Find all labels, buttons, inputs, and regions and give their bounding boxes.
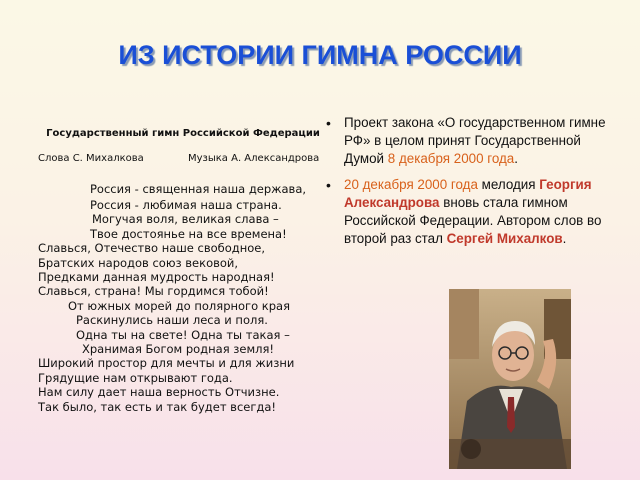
- fact-melody-restored: [326, 176, 606, 248]
- page-title: ИЗ ИСТОРИИ ГИМНА РОССИИ: [118, 40, 522, 70]
- verse-line: Россия - любимая наша страна.: [90, 198, 282, 212]
- verse-line: Грядущие нам открывают года.: [38, 370, 233, 385]
- verse-line: Славься, страна! Мы гордимся тобой!: [38, 284, 269, 299]
- verse-line: Братских народов союз вековой,: [38, 255, 239, 270]
- verse-line: Славься, Отечество наше свободное,: [38, 241, 266, 256]
- verse-line: Нам силу дает наша верность Отчизне.: [38, 385, 280, 400]
- words-credit: Слова С. Михалкова: [38, 153, 144, 164]
- verse-line: Хранимая Богом родная земля!: [82, 342, 275, 357]
- facts-block: [326, 114, 606, 256]
- verse-line: Раскинулись наши леса и поля.: [76, 313, 268, 328]
- fact-punct: .: [514, 151, 518, 166]
- fact-law-adopted: [326, 114, 606, 168]
- fact-text: Проект закона «О государственном гимне РФ» в целом принят Государственной Думой: [344, 115, 606, 166]
- fact-date: 8 декабря 2000 года: [387, 151, 515, 166]
- verse-line: Широкий простор для мечты и для жизни: [38, 356, 295, 371]
- anthem-credits: [38, 153, 328, 175]
- verse-line: Так было, так есть и так будет всегда!: [38, 399, 277, 414]
- verse-line: Могучая воля, великая слава –: [92, 212, 279, 227]
- music-credit: Музыка А. Александрова: [188, 153, 320, 164]
- verse-line: Предками данная мудрость народная!: [38, 270, 275, 285]
- anthem-heading: Государственный гимн Российской Федерации: [46, 128, 320, 139]
- fact-punct: .: [562, 231, 567, 246]
- verse-line: Твое достоянье на все времена!: [90, 226, 287, 241]
- verse-line: Одна ты на свете! Одна ты такая –: [76, 327, 290, 342]
- fact-date: 20 декабря 2000 года: [344, 177, 478, 192]
- verse-line: От южных морей до полярного края: [68, 298, 290, 313]
- fact-text: мелодия: [477, 177, 540, 192]
- author-name: Сергей Михалков: [446, 231, 563, 246]
- anthem-text-block: [38, 128, 328, 414]
- composer-name: Георгия Александрова: [344, 177, 592, 210]
- verse-line: Россия - священная наша держава,: [89, 182, 307, 196]
- fact-text: вновь стала гимном Российской Федерации. Автором слов во второй раз стал: [344, 195, 602, 246]
- portrait-photo-icon: [449, 289, 571, 469]
